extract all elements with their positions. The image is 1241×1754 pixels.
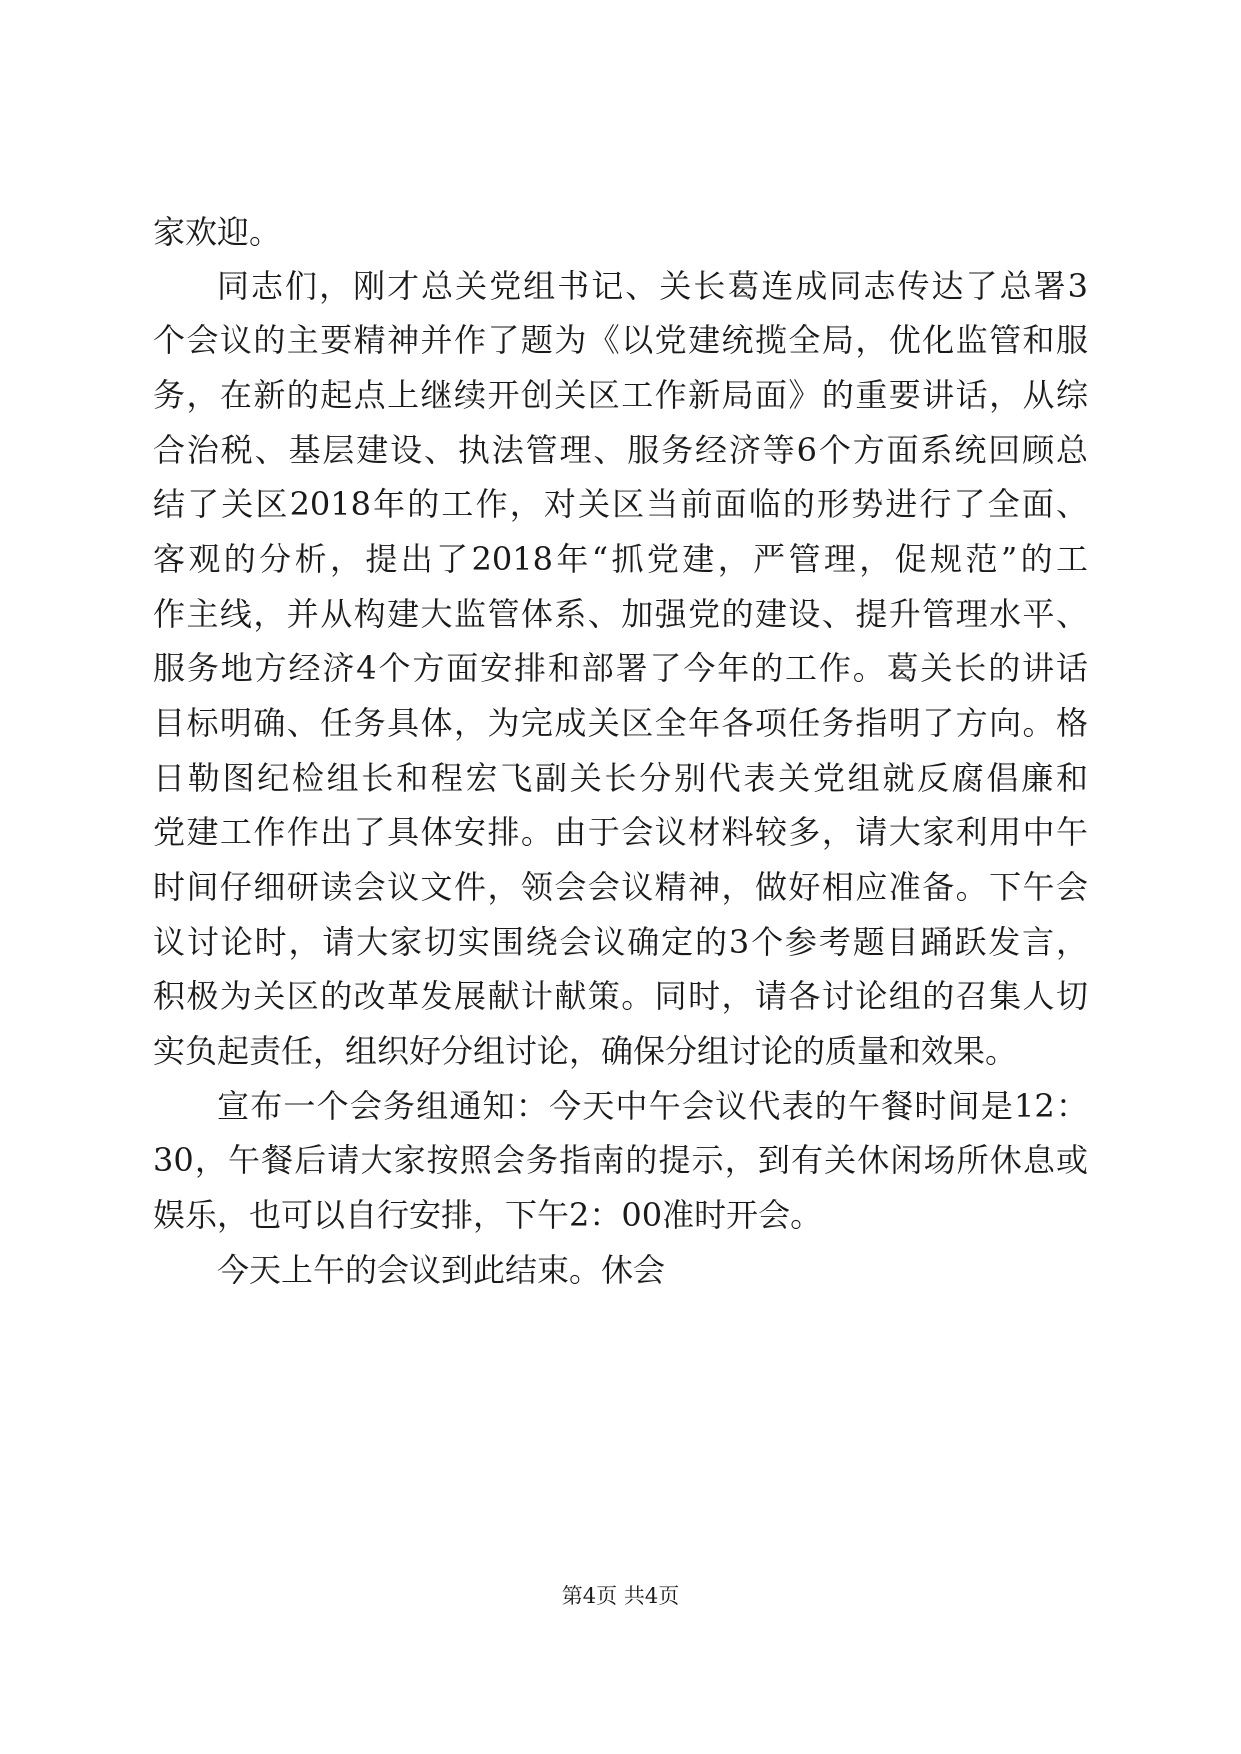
text-line: 日勒图纪检组长和程宏飞副关长分别代表关党组就反腐倡廉和 — [153, 759, 1088, 797]
text-line: 实负起责任，组织好分组讨论，确保分组讨论的质量和效果。 — [153, 1032, 1018, 1070]
text-line: 娱乐，也可以自行安排，下午2：00准时开会。 — [153, 1196, 823, 1234]
text-line: 个会议的主要精神并作了题为《以党建统揽全局，优化监管和服 — [153, 321, 1088, 359]
text-line: 宣布一个会务组通知：今天中午会议代表的午餐时间是12： — [217, 1087, 1088, 1125]
text-line: 服务地方经济4个方面安排和部署了今年的工作。葛关长的讲话 — [153, 649, 1088, 687]
text-line: 目标明确、任务具体，为完成关区全年各项任务指明了方向。格 — [153, 704, 1088, 742]
text-line: 结了关区2018年的工作，对关区当前面临的形势进行了全面、 — [153, 485, 1088, 523]
text-line: 同志们，刚才总关党组书记、关长葛连成同志传达了总署3 — [217, 267, 1088, 305]
text-line: 党建工作作出了具体安排。由于会议材料较多，请大家利用中午 — [153, 813, 1088, 851]
page-number-footer: 第4页 共4页 — [561, 1584, 680, 1608]
text-line: 家欢迎。 — [153, 213, 282, 251]
text-line: 客观的分析，提出了2018年“抓党建，严管理，促规范”的工 — [153, 540, 1088, 578]
text-line: 积极为关区的改革发展献计献策。同时，请各讨论组的召集人切 — [153, 977, 1088, 1015]
text-line: 今天上午的会议到此结束。休会 — [217, 1251, 666, 1289]
text-line: 务，在新的起点上继续开创关区工作新局面》的重要讲话，从综 — [153, 376, 1088, 414]
text-line: 合治税、基层建设、执法管理、服务经济等6个方面系统回顾总 — [153, 431, 1088, 469]
text-line: 议讨论时，请大家切实围绕会议确定的3个参考题目踊跃发言， — [153, 923, 1088, 961]
text-line: 30，午餐后请大家按照会务指南的提示，到有关休闲场所休息或 — [153, 1141, 1088, 1179]
text-line: 时间仔细研读会议文件，领会会议精神，做好相应准备。下午会 — [153, 868, 1088, 906]
text-line: 作主线，并从构建大监管体系、加强党的建设、提升管理水平、 — [153, 595, 1088, 633]
